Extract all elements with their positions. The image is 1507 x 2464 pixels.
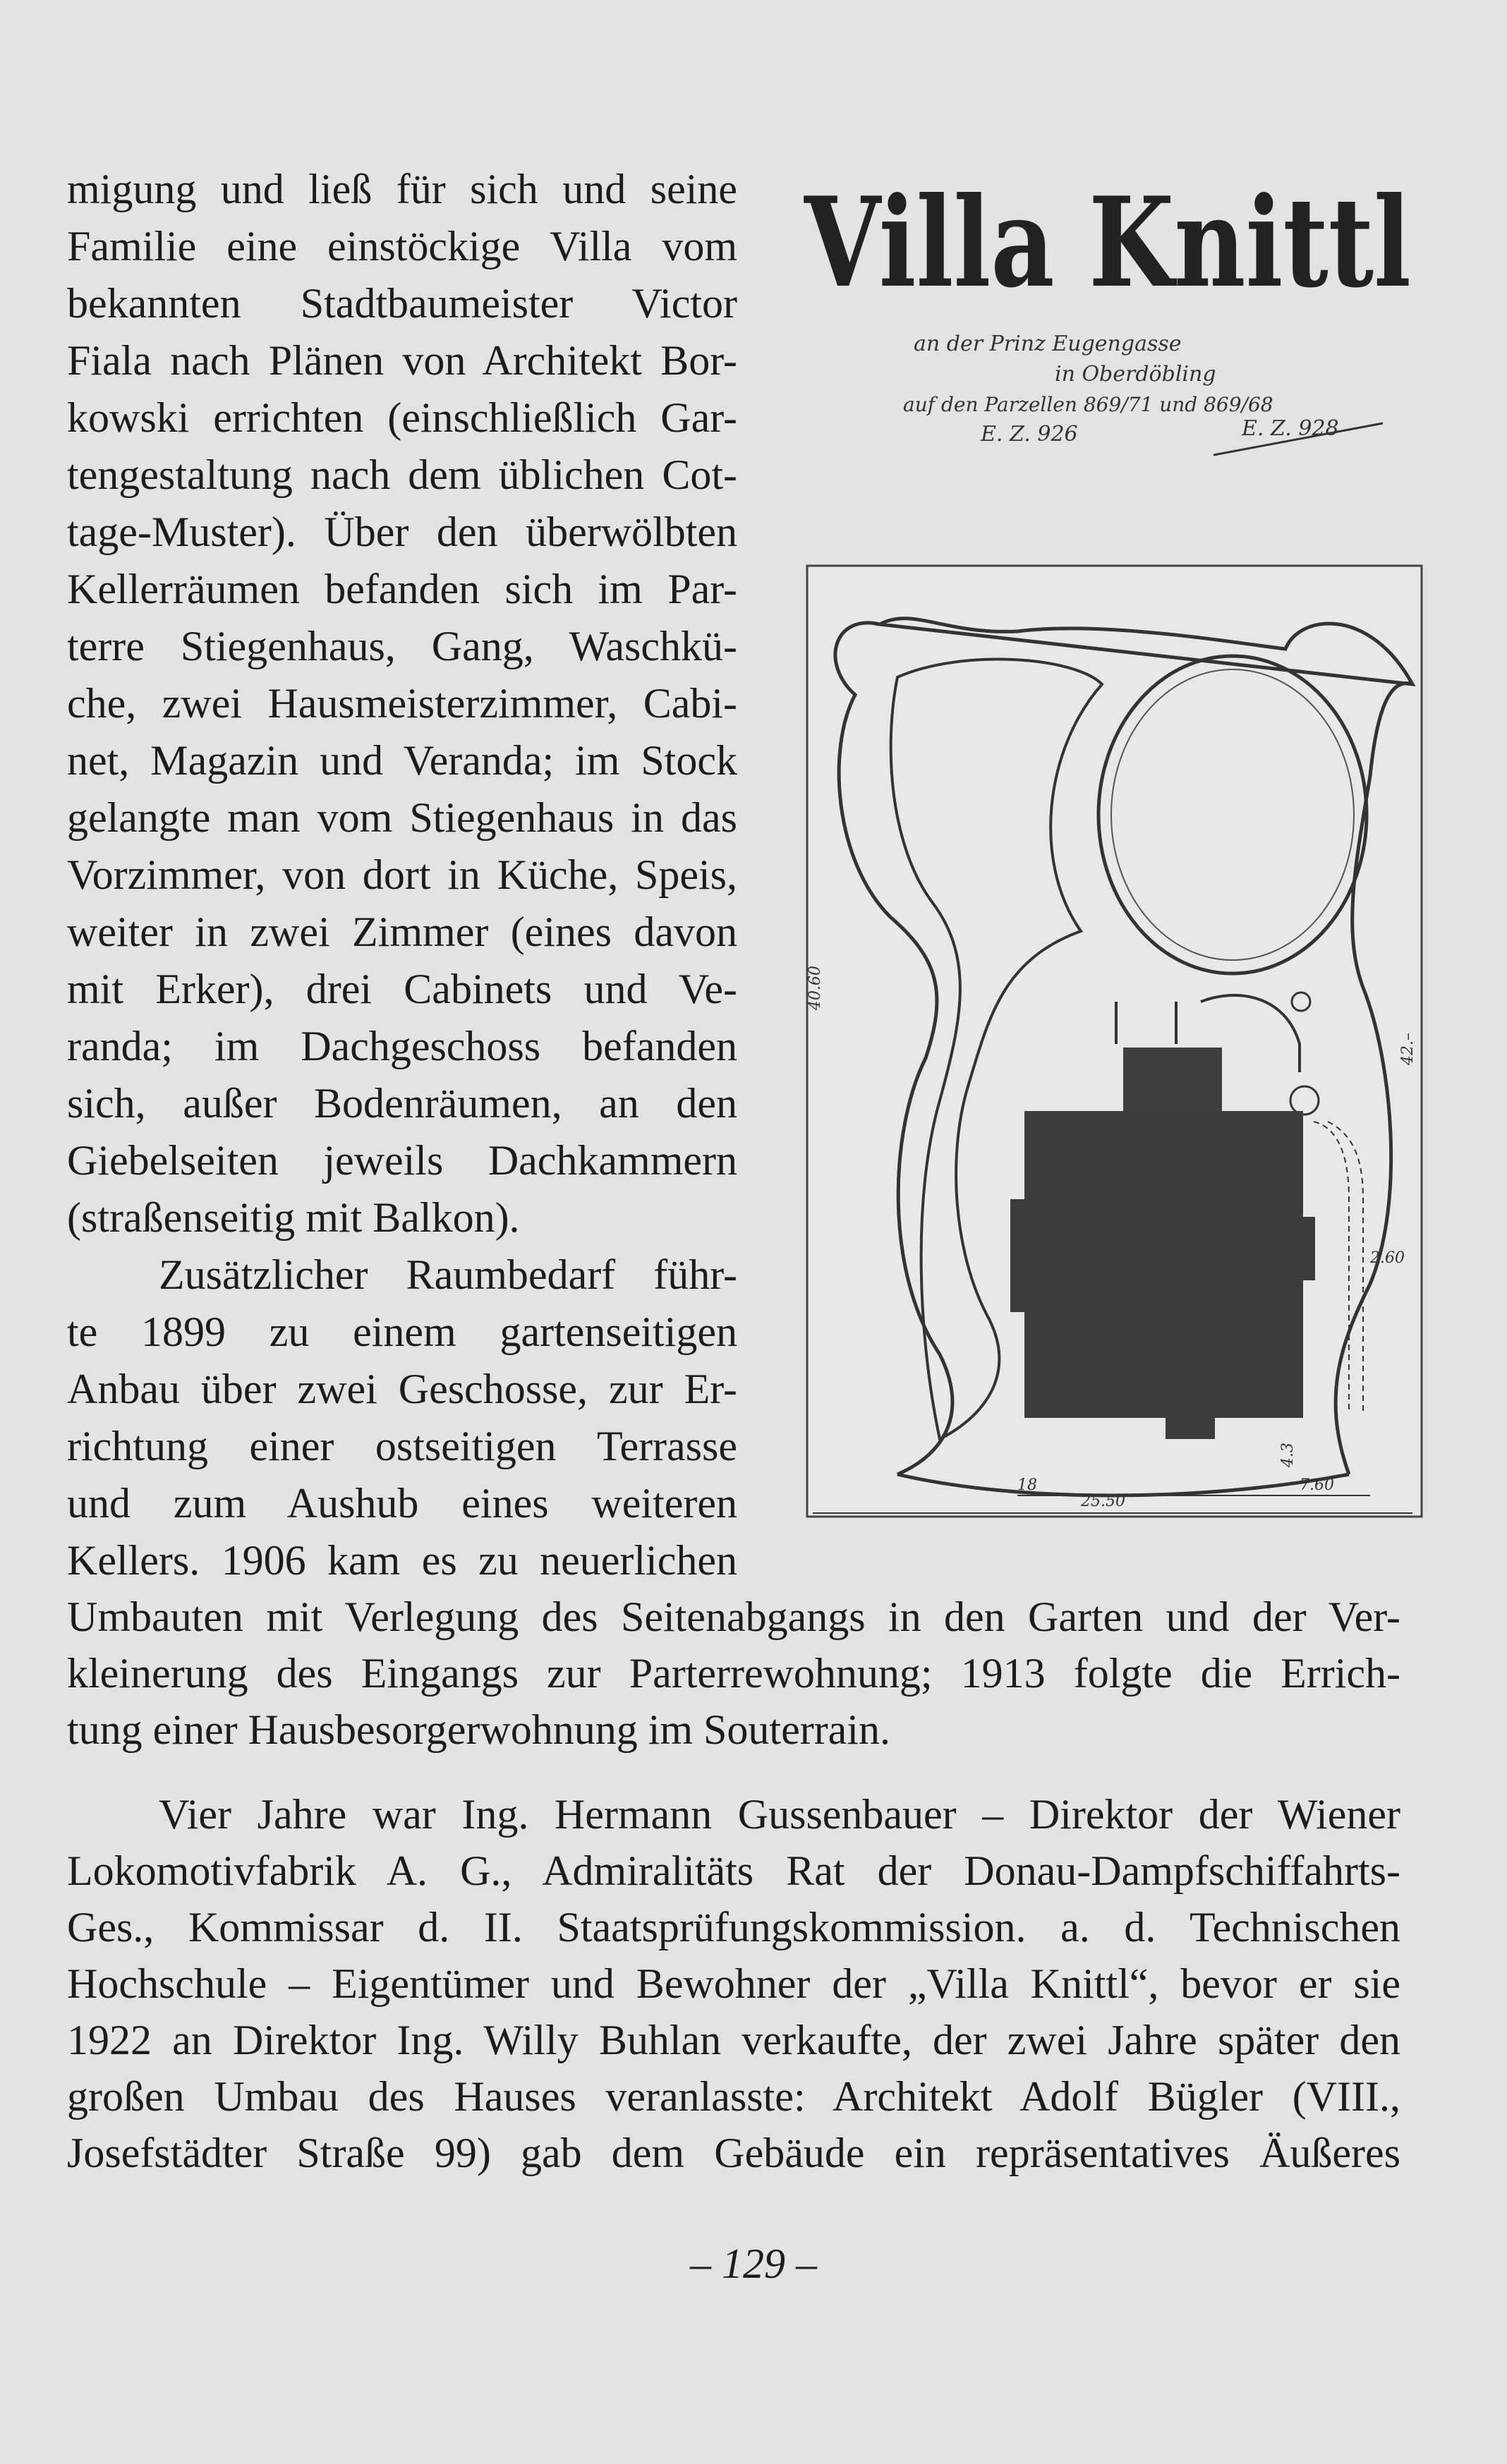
text-line: kleinerung des Eingangs zur Parterrewohnung; 1913 folgte die Errich- bbox=[67, 1650, 1400, 1697]
handwritten-note: an der Prinz Eugengasse bbox=[914, 332, 1182, 356]
text-line: Umbauten mit Verlegung des Seitenabgangs in den Garten und der Ver- bbox=[67, 1594, 1400, 1640]
text-line: tung einer Hausbesorgerwohnung im Souterrain. bbox=[67, 1706, 890, 1753]
plan-label: 4.3 bbox=[1279, 1443, 1297, 1467]
plan-label: 25.50 bbox=[1081, 1493, 1125, 1510]
page-number: – 129 – bbox=[690, 2240, 817, 2287]
site-plan bbox=[806, 564, 1423, 1518]
handwritten-note: E. Z. 928 bbox=[1242, 416, 1339, 441]
text-line: richtung einer ostseitigen Terrasse bbox=[67, 1423, 737, 1469]
text-line: (straßenseitig mit Balkon). bbox=[67, 1194, 520, 1241]
text-line: Josefstädter Straße 99) gab dem Gebäude ein repräsentatives Äußeres bbox=[67, 2130, 1400, 2176]
text-line: randa; im Dachgeschoss befanden bbox=[67, 1023, 737, 1069]
handwritten-note: auf den Parzellen 869/71 und 869/68 bbox=[903, 393, 1273, 416]
wrapped-text-column bbox=[67, 161, 737, 1589]
plan-label: 2.60 bbox=[1370, 1249, 1405, 1267]
text-line: Vier Jahre war Ing. Hermann Gussenbauer – Direktor der Wiener bbox=[159, 1791, 1400, 1838]
figure-title-text: Villa Knittl bbox=[803, 171, 1411, 315]
handwritten-note: in Oberdöbling bbox=[1055, 362, 1216, 387]
text-line: migung und ließ für sich und seine bbox=[67, 166, 737, 212]
plan-label: 18 bbox=[1017, 1476, 1037, 1494]
text-line: Familie eine einstöckige Villa vom bbox=[67, 223, 737, 269]
text-line: bekannten Stadtbaumeister Victor bbox=[67, 280, 737, 327]
text-line: und zum Aushub eines weiteren bbox=[67, 1480, 737, 1527]
text-line: Lokomotivfabrik A. G., Admiralitäts Rat der Donau-Dampfschiffahrts- bbox=[67, 1847, 1400, 1894]
plan-label: 7.60 bbox=[1300, 1476, 1334, 1494]
plan-label: 42.– bbox=[1399, 1033, 1417, 1065]
text-line: net, Magazin und Veranda; im Stock bbox=[67, 737, 737, 784]
text-line: Anbau über zwei Geschosse, zur Er- bbox=[67, 1366, 737, 1412]
plan-label: 40.60 bbox=[806, 966, 824, 1010]
text-line: Kellers. 1906 kam es zu neuerlichen bbox=[67, 1537, 737, 1584]
text-line: che, zwei Hausmeisterzimmer, Cabi- bbox=[67, 680, 737, 727]
text-line: großen Umbau des Hauses veranlasste: Architekt Adolf Bügler (VIII., bbox=[67, 2073, 1400, 2120]
text-line: Zusätzlicher Raumbedarf führ- bbox=[159, 1251, 737, 1298]
text-line: Giebelseiten jeweils Dachkammern bbox=[67, 1137, 737, 1184]
text-line: Kellerräumen befanden sich im Par- bbox=[67, 566, 737, 612]
text-line: Fiala nach Plänen von Architekt Bor- bbox=[67, 337, 737, 384]
text-line: tage-Muster). Über den überwölbten bbox=[67, 509, 737, 555]
text-line: kowski errichten (einschließlich Gar- bbox=[67, 394, 737, 441]
text-line: terre Stiegenhaus, Gang, Waschkü- bbox=[67, 623, 737, 669]
text-line: te 1899 zu einem gartenseitigen bbox=[67, 1309, 737, 1355]
text-line: sich, außer Bodenräumen, an den bbox=[67, 1080, 737, 1127]
text-line: weiter in zwei Zimmer (eines davon bbox=[67, 909, 737, 955]
handwritten-note: E. Z. 926 bbox=[981, 422, 1078, 447]
text-line: Ges., Kommissar d. II. Staatsprüfungskommission. a. d. Technischen bbox=[67, 1904, 1400, 1950]
figure-title bbox=[790, 145, 1425, 476]
text-line: mit Erker), drei Cabinets und Ve- bbox=[67, 966, 737, 1012]
paragraph bbox=[67, 1786, 1400, 2181]
text-line: 1922 an Direktor Ing. Willy Buhlan verkaufte, der zwei Jahre später den bbox=[67, 2017, 1400, 2063]
text-line: tengestaltung nach dem üblichen Cot- bbox=[67, 451, 737, 498]
text-line: Hochschule – Eigentümer und Bewohner der „Villa Knittl“, bevor er sie bbox=[67, 1960, 1400, 2007]
paragraph-continuation bbox=[67, 1589, 1400, 1758]
text-line: Vorzimmer, von dort in Küche, Speis, bbox=[67, 851, 737, 898]
text-line: gelangte man vom Stiegenhaus in das bbox=[67, 794, 737, 841]
